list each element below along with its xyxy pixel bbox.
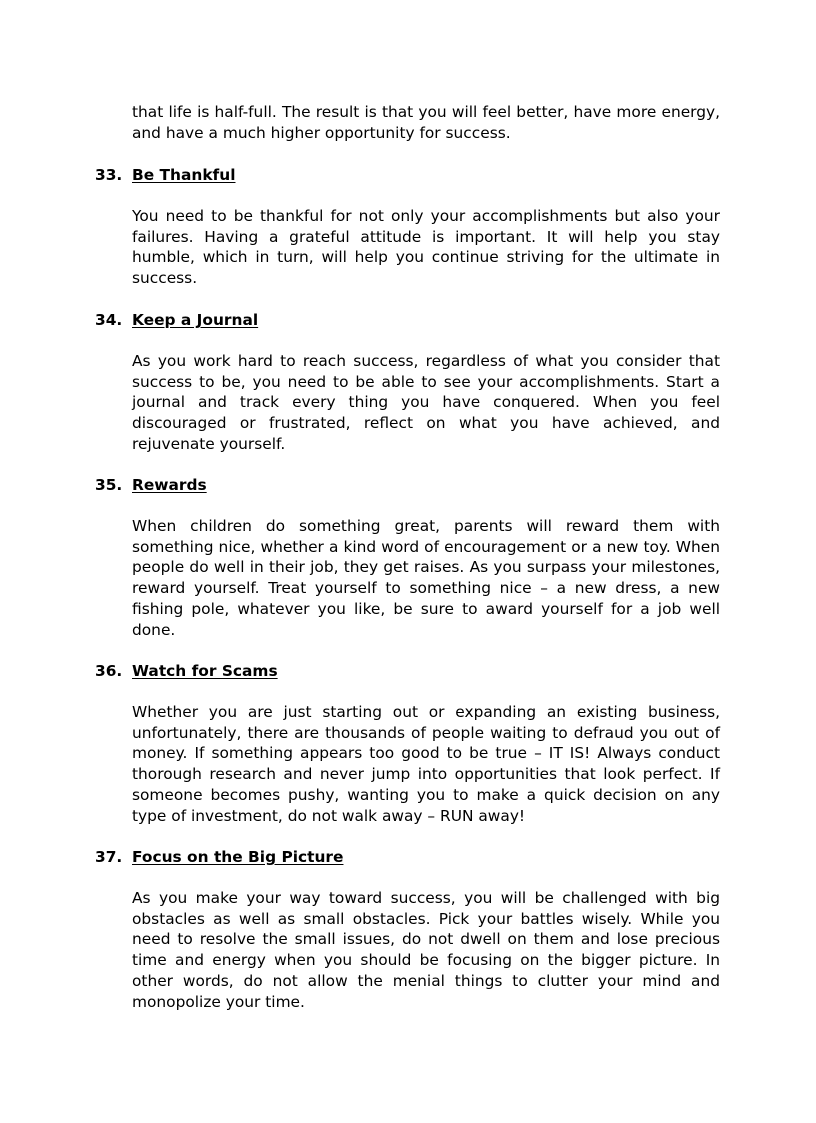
section-title: Keep a Journal [132, 311, 259, 329]
section-title: Rewards [132, 476, 207, 494]
section-heading-34 [95, 310, 258, 330]
section-number: 33. [95, 166, 123, 184]
section-title: Watch for Scams [132, 662, 278, 680]
section-heading-35 [95, 475, 207, 495]
section-title: Focus on the Big Picture [132, 848, 344, 866]
intro-paragraph: that life is half-full. The result is that you will feel better, have more energy, and have a much higher opportunity for success. [132, 103, 720, 142]
section-body-34: As you work hard to reach success, regardless of what you consider that success to be, you need to be able to see your accomplishments. Start a journal and track every thing you have conquered. When you feel discouraged or frustrated, reflect on what you have achieved, and rejuvenate yourself. [132, 352, 720, 453]
section-number: 35. [95, 476, 123, 494]
section-heading-37 [95, 847, 343, 867]
section-heading-36 [95, 661, 278, 681]
section-heading-33 [95, 165, 236, 185]
section-number: 37. [95, 848, 123, 866]
section-body-33: You need to be thankful for not only your accomplishments but also your failures. Having a grateful attitude is important. It will help you stay humble, which in turn, will help you continue striving for the ultimate in success. [132, 207, 720, 288]
section-body-37: As you make your way toward success, you will be challenged with big obstacles as well as small obstacles. Pick your battles wisely. While you need to resolve the small issues, do not dwell on them and lose precious time and energy when you should be focusing on the bigger picture. In other words, do not allow the menial things to clutter your mind and monopolize your time. [132, 889, 720, 1011]
section-number: 36. [95, 662, 123, 680]
section-body-36: Whether you are just starting out or expanding an existing business, unfortunately, there are thousands of people waiting to defraud you out of money. If something appears too good to be true – IT IS! Always conduct thorough research and never jump into opportunities that look perfect. If someone becomes pushy, wanting you to make a quick decision on any type of investment, do not walk away – RUN away! [132, 703, 720, 825]
section-number: 34. [95, 311, 123, 329]
section-title: Be Thankful [132, 166, 236, 184]
section-body-35: When children do something great, parents will reward them with something nice, whether a kind word of encouragement or a new toy. When people do well in their job, they get raises. As you surpass your milestones, reward yourself. Treat yourself to something nice – a new dress, a new fishing pole, whatever you like, be sure to award yourself for a job well done. [132, 517, 720, 639]
